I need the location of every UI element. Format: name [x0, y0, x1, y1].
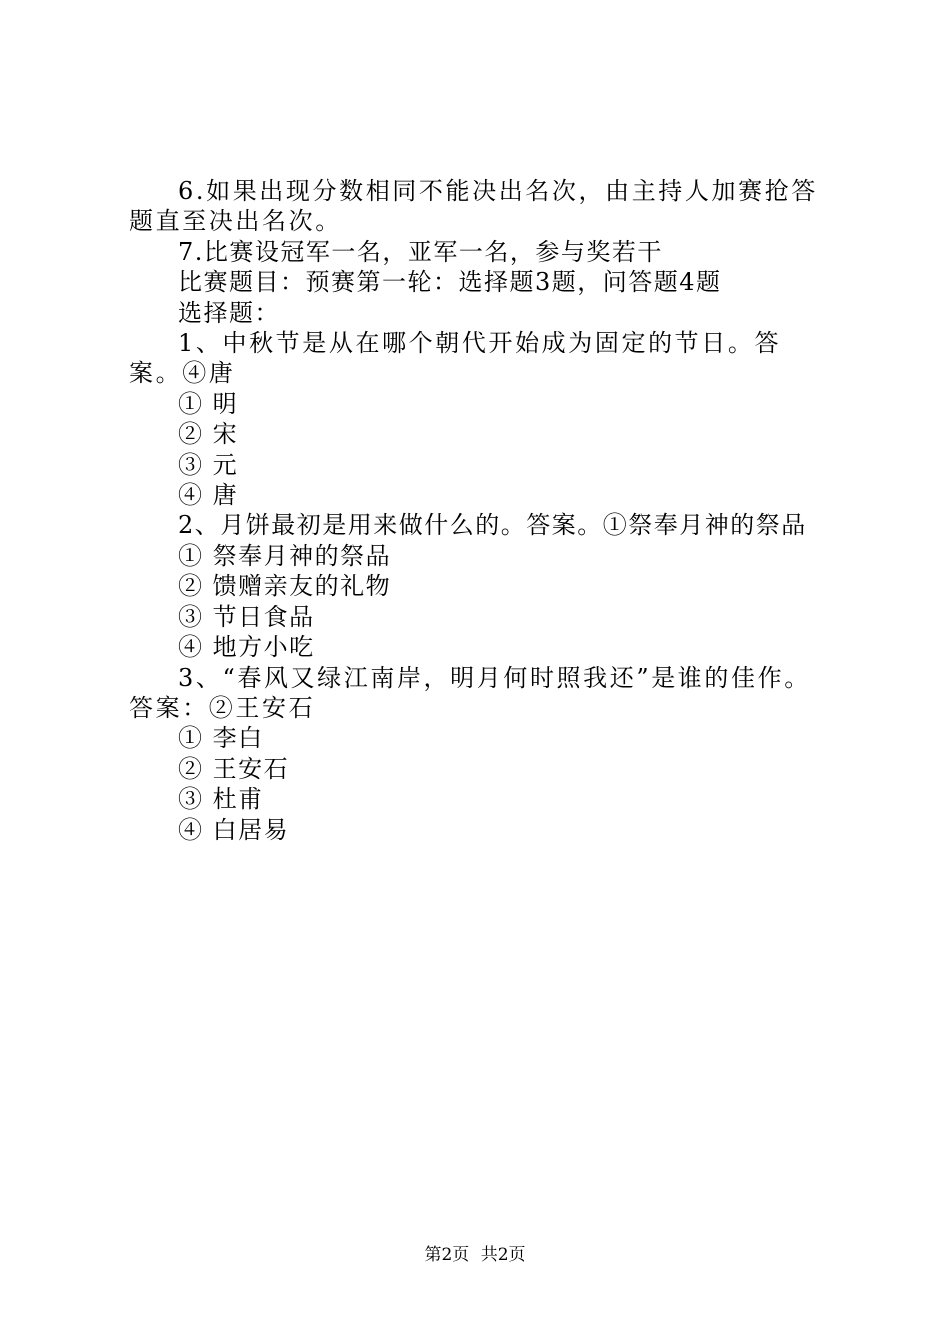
question-1-option: ④ 唐: [178, 481, 239, 510]
question-2: 2、月饼最初是用来做什么的。答案。①祭奉月神的祭品: [178, 511, 807, 540]
page-footer: [0, 1245, 950, 1265]
rule-7-paragraph: 7.比赛设冠军一名，亚军一名，参与奖若干: [178, 237, 663, 266]
question-2-option: ① 祭奉月神的祭品: [178, 541, 392, 570]
question-1-option: ② 宋: [178, 420, 239, 449]
question-format-paragraph: 比赛题目：预赛第一轮：选择题3题，问答题4题: [178, 268, 722, 297]
page-total: 共2页: [480, 1245, 526, 1265]
document-body: [129, 176, 834, 845]
question-1-option: ① 明: [178, 389, 239, 418]
section-heading: 选择题：: [178, 298, 280, 327]
question-3: 3、“春风又绿江南岸，明月何时照我还”是谁的佳作。答案：②王安石: [129, 663, 811, 722]
question-3-option: ④ 白居易: [178, 815, 290, 844]
question-3-option: ① 李白: [178, 724, 264, 753]
question-2-option: ④ 地方小吃: [178, 633, 315, 662]
rule-6-paragraph: 6.如果出现分数相同不能决出名次，由主持人加赛抢答题直至决出名次。: [129, 177, 818, 236]
question-1-option: ③ 元: [178, 450, 239, 479]
page-number: 第2页: [424, 1245, 470, 1265]
question-2-option: ② 馈赠亲友的礼物: [178, 572, 392, 601]
question-3-option: ③ 杜甫: [178, 785, 264, 814]
question-2-option: ③ 节日食品: [178, 602, 315, 631]
question-1: 1、中秋节是从在哪个朝代开始成为固定的节日。答案。④唐: [129, 329, 782, 388]
question-3-option: ② 王安石: [178, 754, 290, 783]
